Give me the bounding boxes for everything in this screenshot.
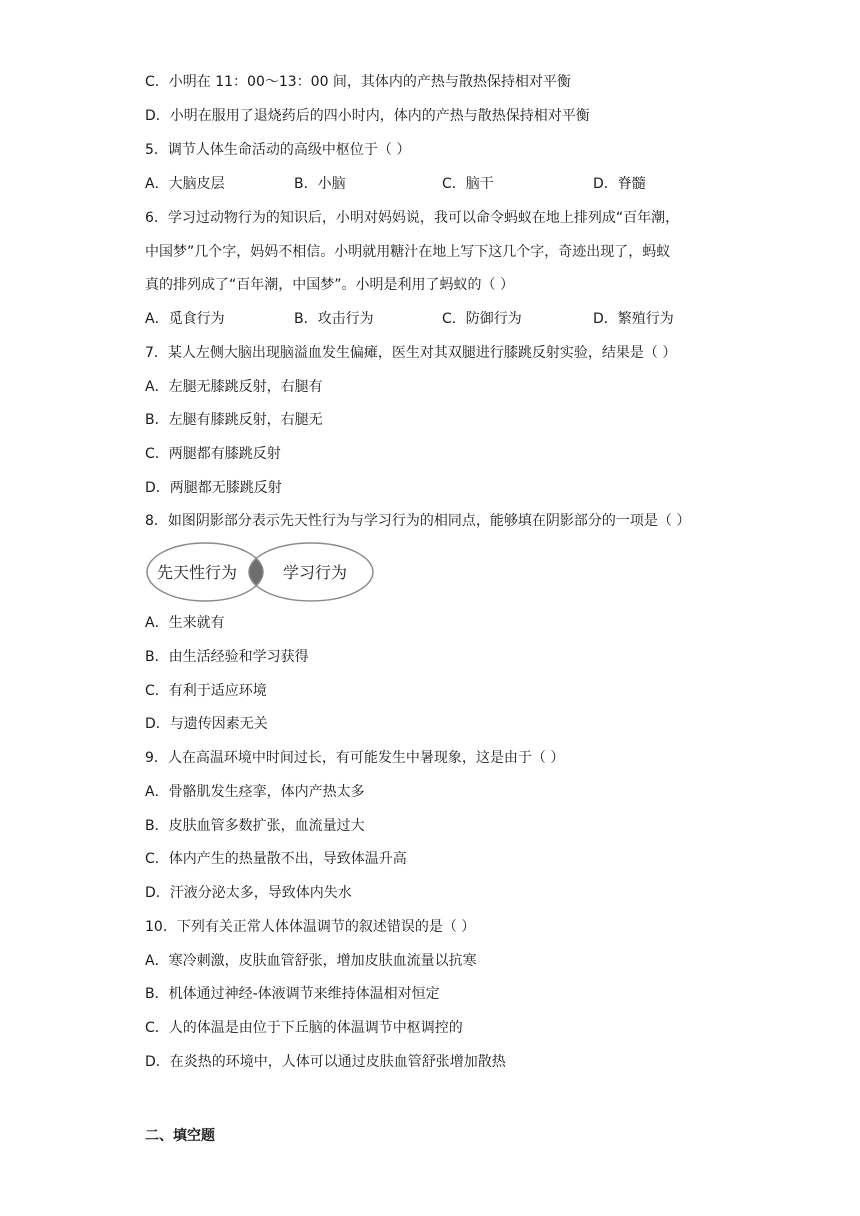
option-b: B．皮肤血管多数扩张，血流量过大 — [145, 818, 365, 834]
option-c: C．体内产生的热量散不出，导致体温升高 — [145, 851, 407, 867]
option-text: C．小明在 11：00～13：00 间，其体内的产热与散热保持相对平衡 — [145, 74, 571, 90]
question-5-stem: 5．调节人体生命活动的高级中枢位于（ ） — [145, 142, 411, 158]
option-b: B．攻击行为 — [294, 311, 374, 327]
option-text: D．小明在服用了退烧药后的四小时内，体内的产热与散热保持相对平衡 — [145, 108, 590, 124]
question-8-stem: 8．如图阴影部分表示先天性行为与学习行为的相同点，能够填在阴影部分的一项是（ ） — [145, 513, 691, 529]
venn-diagram — [145, 541, 375, 603]
option-b: B．由生活经验和学习获得 — [145, 649, 309, 665]
question-6-stem-line: 真的排列成了“百年潮，中国梦”。小明是利用了蚂蚁的（ ） — [145, 277, 514, 293]
learned-behavior-label: 学习行为 — [282, 563, 348, 582]
option-c: C．有利于适应环境 — [145, 683, 267, 699]
option-c: C．两腿都有膝跳反射 — [145, 446, 281, 462]
question-7-stem: 7．某人左侧大脑出现脑溢血发生偏瘫，医生对其双腿进行膝跳反射实验，结果是（ ） — [145, 345, 677, 361]
question-9-stem: 9．人在高温环境中时间过长，有可能发生中暑现象，这是由于（ ） — [145, 750, 565, 766]
option-a: A．大脑皮层 — [145, 176, 225, 192]
option-d: D．两腿都无膝跳反射 — [145, 480, 282, 496]
option-c: C．人的体温是由位于下丘脑的体温调节中枢调控的 — [145, 1020, 463, 1036]
option-d: D．与遗传因素无关 — [145, 716, 268, 732]
question-6-stem-line: 中国梦”几个字，妈妈不相信。小明就用糖汁在地上写下这几个字，奇迹出现了，蚂蚁 — [145, 244, 671, 260]
option-d: D．在炎热的环境中，人体可以通过皮肤血管舒张增加散热 — [145, 1054, 506, 1070]
option-a: A．寒冷刺激，皮肤血管舒张，增加皮肤血流量以抗寒 — [145, 953, 477, 969]
option-d: D．汗液分泌太多，导致体内失水 — [145, 885, 352, 901]
option-a: A．生来就有 — [145, 615, 225, 631]
option-c: C．脑干 — [442, 176, 494, 192]
option-d: D．繁殖行为 — [593, 311, 674, 327]
option-a: A．左腿无膝跳反射，右腿有 — [145, 379, 323, 395]
option-b: B．小脑 — [294, 176, 346, 192]
option-b: B．机体通过神经-体液调节来维持体温相对恒定 — [145, 986, 440, 1002]
option-c: C．防御行为 — [442, 311, 522, 327]
section-title: 二、填空题 — [145, 1128, 215, 1144]
option-a: A．觅食行为 — [145, 311, 225, 327]
innate-behavior-label: 先天性行为 — [156, 563, 238, 582]
option-b: B．左腿有膝跳反射，右腿无 — [145, 412, 323, 428]
option-d: D．脊髓 — [593, 176, 646, 192]
question-6-stem-line: 6．学习过动物行为的知识后，小明对妈妈说，我可以命令蚂蚁在地上排列成“百年潮， — [145, 210, 680, 226]
question-10-stem: 10．下列有关正常人体体温调节的叙述错误的是（ ） — [145, 919, 476, 935]
option-a: A．骨骼肌发生痉挛，体内产热太多 — [145, 784, 365, 800]
